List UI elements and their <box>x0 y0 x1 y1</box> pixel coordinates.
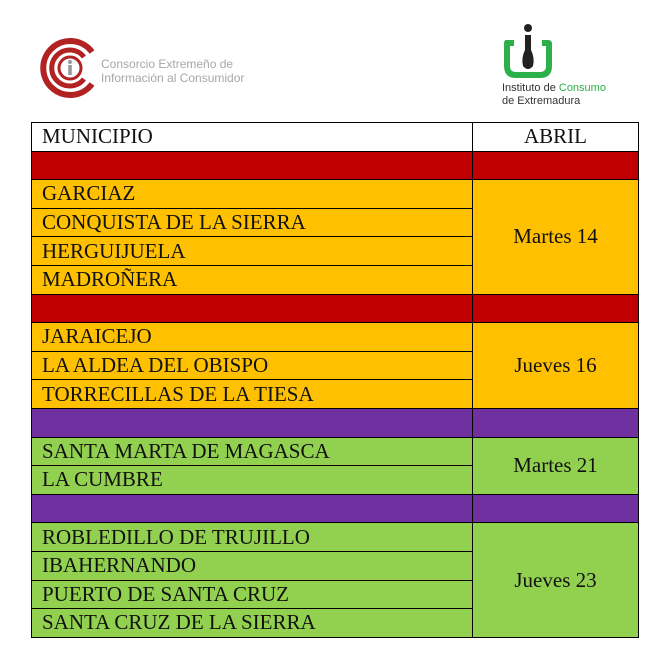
separator-row <box>32 408 639 437</box>
municipio-cell: SANTA CRUZ DE LA SIERRA <box>32 609 473 638</box>
table-row <box>32 437 639 466</box>
consorcio-line1: Consorcio Extremeño de <box>101 57 234 71</box>
schedule-body <box>32 151 639 637</box>
logo-instituto <box>500 22 630 112</box>
consorcio-name <box>101 57 244 85</box>
separator-row <box>32 294 639 323</box>
separator-row <box>32 494 639 523</box>
header-month: ABRIL <box>473 123 639 152</box>
instituto-name <box>502 82 606 108</box>
municipio-cell: LA ALDEA DEL OBISPO <box>32 351 473 380</box>
municipio-cell: SANTA MARTA DE MAGASCA <box>32 437 473 466</box>
municipio-cell: LA CUMBRE <box>32 466 473 495</box>
separator-row <box>32 151 639 180</box>
instituto-consumo-icon <box>502 22 554 82</box>
instituto-line1a: Instituto de <box>502 82 559 94</box>
consorcio-line2: Información al Consumidor <box>101 71 245 85</box>
header-municipio: MUNICIPIO <box>32 123 473 152</box>
municipio-cell: JARAICEJO <box>32 323 473 352</box>
table-row <box>32 323 639 352</box>
instituto-line2: de Extremadura <box>502 95 581 107</box>
municipio-cell: ROBLEDILLO DE TRUJILLO <box>32 523 473 552</box>
table-row <box>32 180 639 209</box>
municipio-cell: GARCIAZ <box>32 180 473 209</box>
schedule-table <box>31 122 639 638</box>
municipio-cell: MADROÑERA <box>32 265 473 294</box>
header-row <box>32 123 639 152</box>
municipio-cell: IBAHERNANDO <box>32 551 473 580</box>
date-cell: Martes 14 <box>473 180 639 294</box>
date-cell: Jueves 23 <box>473 523 639 637</box>
logo-consorcio <box>40 38 280 100</box>
municipio-cell: PUERTO DE SANTA CRUZ <box>32 580 473 609</box>
municipio-cell: CONQUISTA DE LA SIERRA <box>32 208 473 237</box>
table-row <box>32 523 639 552</box>
instituto-line1b: Consumo <box>558 82 606 94</box>
date-cell: Martes 21 <box>473 437 639 494</box>
date-cell: Jueves 16 <box>473 323 639 409</box>
consorcio-info-icon <box>40 38 100 98</box>
municipio-cell: TORRECILLAS DE LA TIESA <box>32 380 473 409</box>
municipio-cell: HERGUIJUELA <box>32 237 473 266</box>
